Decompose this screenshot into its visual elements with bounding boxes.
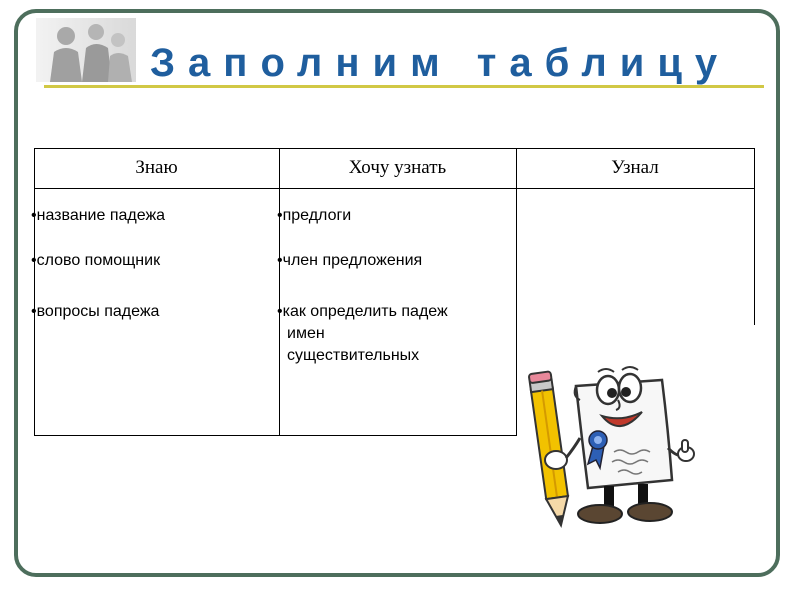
want-item-line-nouns-2: существительных xyxy=(287,347,420,364)
slide-title: Заполним таблицу xyxy=(150,41,731,85)
cartoon-paper-with-pencil-icon xyxy=(522,330,702,530)
table-left-border xyxy=(34,148,35,436)
want-item-how-to-determine: •как определить падеж xyxy=(277,303,448,320)
business-people-silhouette-icon xyxy=(36,18,136,82)
header-learned: Узнал xyxy=(611,157,659,178)
want-item-prepositions: •предлоги xyxy=(277,207,352,224)
know-item-case-questions: •вопросы падежа xyxy=(31,303,160,320)
table-bottom-border xyxy=(34,435,517,436)
table-col-divider-2 xyxy=(516,148,517,436)
table-col-divider-1 xyxy=(279,148,280,436)
header-know: Знаю xyxy=(135,157,178,178)
know-item-helper-word: •слово помощник xyxy=(31,252,161,269)
table-header-divider xyxy=(34,188,755,189)
table-right-border xyxy=(754,148,755,325)
title-underline xyxy=(44,85,764,88)
want-item-sentence-member: •член предложения xyxy=(277,252,423,269)
want-item-line-nouns-1: имен xyxy=(287,325,325,342)
header-want-to-know: Хочу узнать xyxy=(348,157,447,178)
know-item-case-name: •название падежа xyxy=(31,207,166,224)
